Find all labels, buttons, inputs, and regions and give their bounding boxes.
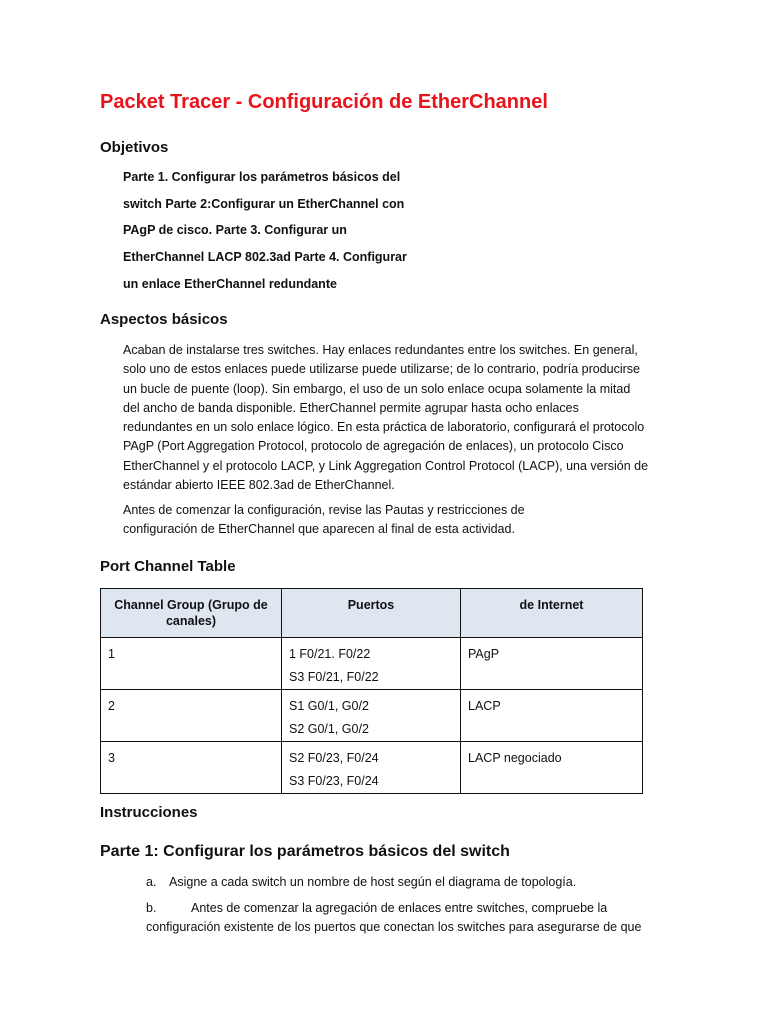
table-cell [461, 690, 643, 742]
aspectos-paragraph-2 [123, 501, 673, 540]
aspectos-heading: Aspectos básicos [100, 311, 228, 328]
table-row [101, 742, 643, 794]
cell-group: 1 [108, 647, 115, 661]
item-a-text: Asigne a cada switch un nombre de host según el diagrama de topología. [169, 875, 577, 889]
table-cell [461, 638, 643, 690]
table-cell [282, 690, 461, 742]
paragraph-line: Acaban de instalarse tres switches. Hay enlaces redundantes entre los switches. En general, [123, 343, 638, 357]
objetivos-line: PAgP de cisco. Parte 3. Configurar un [123, 223, 347, 237]
objetivos-line: switch Parte 2:Configurar un EtherChannel con [123, 197, 405, 211]
table-cell [101, 742, 282, 794]
aspectos-paragraph-1 [123, 341, 673, 495]
item-b-text-cont: configuración existente de los puertos que conectan los switches para asegurarse de que [146, 920, 642, 934]
table-header-cell [461, 589, 643, 638]
table-header-cell [282, 589, 461, 638]
cell-protocol: LACP negociado [468, 751, 562, 765]
objetivos-line: EtherChannel LACP 802.3ad Parte 4. Configurar [123, 250, 407, 264]
table-header-cell [101, 589, 282, 638]
table-cell [101, 690, 282, 742]
parte1-heading: Parte 1: Configurar los parámetros básicos del switch [100, 843, 510, 860]
cell-protocol: PAgP [468, 647, 500, 661]
cell-group: 2 [108, 699, 115, 713]
instrucciones-heading: Instrucciones [100, 804, 198, 821]
cell-port: S3 F0/23, F0/24 [289, 774, 379, 788]
paragraph-line: estándar abierto IEEE 802.3ad de EtherChannel. [123, 478, 395, 493]
cell-protocol: LACP [468, 699, 501, 713]
port-channel-table [100, 588, 643, 794]
paragraph-line: configuración de EtherChannel que aparecen al final de esta actividad. [123, 522, 515, 537]
port-channel-heading: Port Channel Table [100, 558, 236, 575]
cell-group: 3 [108, 751, 115, 765]
table-row [101, 690, 643, 742]
table-header-row [101, 589, 643, 638]
cell-port: S3 F0/21, F0/22 [289, 670, 379, 684]
paragraph-line: solo uno de estos enlaces puede utilizarse puede utilizarse; de lo contrario, podría producirse [123, 362, 640, 377]
cell-port: S1 G0/1, G0/2 [289, 699, 369, 713]
item-b-text: Antes de comenzar la agregación de enlaces entre switches, compruebe la [191, 901, 608, 915]
item-b-marker: b. [146, 901, 157, 915]
paragraph-line: PAgP (Port Aggregation Protocol, protocolo de agregación de enlaces), un protocolo Cisco [123, 439, 624, 454]
item-a-marker: a. [146, 875, 157, 889]
paragraph-line: EtherChannel y el protocolo LACP, y Link Aggregation Control Protocol (LACP), una versión de [123, 458, 649, 473]
paragraph-line: redundantes en un solo enlace lógico. En esta práctica de laboratorio, configurará el protocolo [123, 420, 645, 435]
cell-port: S2 G0/1, G0/2 [289, 722, 369, 736]
objetivos-line: Parte 1. Configurar los parámetros básicos del [123, 170, 401, 184]
header-puertos: Puertos [347, 598, 395, 612]
objetivos-heading: Objetivos [100, 139, 169, 156]
cell-port: 1 F0/21. F0/22 [289, 647, 371, 661]
paragraph-line: un bucle de puente (loop). Sin embargo, el uso de un solo enlace ocupa solamente la mitad [123, 381, 631, 396]
table-cell [282, 638, 461, 690]
paragraph-line: Antes de comenzar la configuración, revise las Pautas y restricciones de [123, 503, 525, 517]
page-title: Packet Tracer - Configuración de EtherChannel [100, 91, 548, 113]
header-protocolo: de Internet [519, 598, 584, 612]
header-channel-group: Channel Group (Grupo de canales) [114, 598, 268, 628]
table-row [101, 638, 643, 690]
paragraph-line: del ancho de banda disponible. EtherChannel permite agrupar hasta ocho enlaces [123, 400, 579, 415]
cell-port: S2 F0/23, F0/24 [289, 751, 379, 765]
table-cell [101, 638, 282, 690]
table-cell [461, 742, 643, 794]
objetivos-line: un enlace EtherChannel redundante [123, 277, 337, 291]
table-cell [282, 742, 461, 794]
